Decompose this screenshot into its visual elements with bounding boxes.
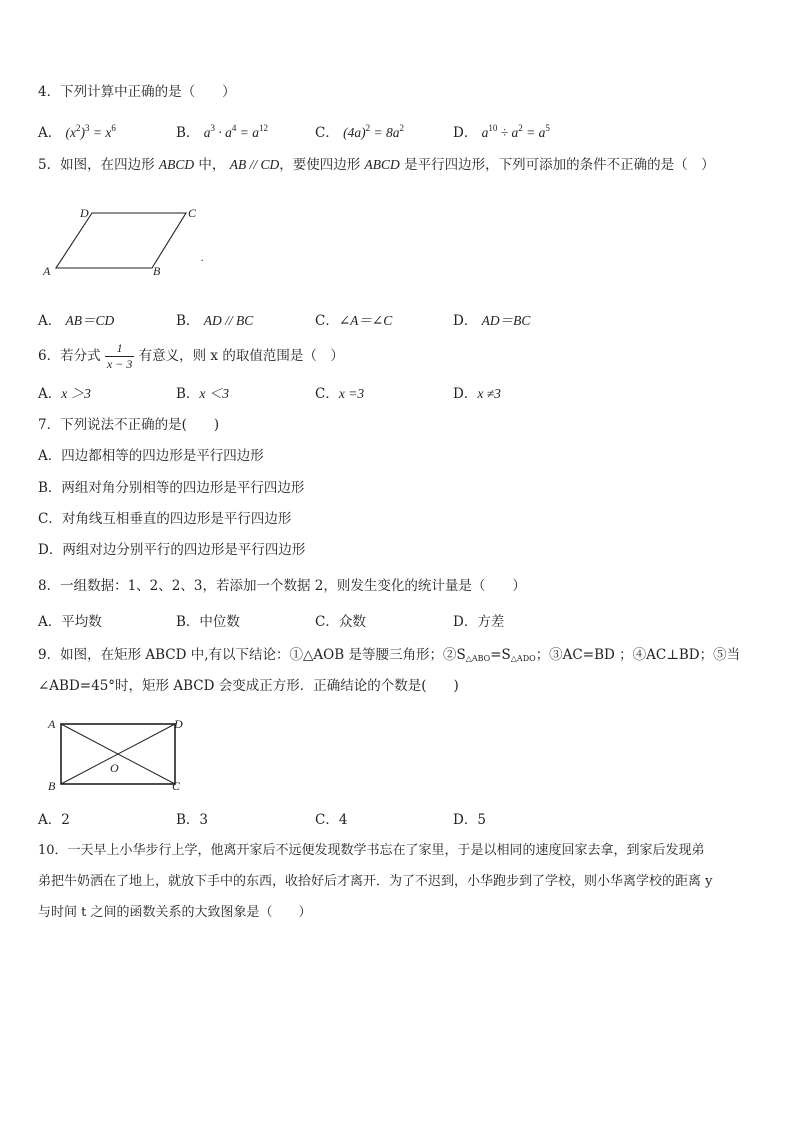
q9-option-d[interactable]: D．5 — [453, 812, 486, 828]
q9-stem-line1: 9．如图，在矩形 ABCD 中,有以下结论：①△AOB 是等腰三角形；$②S_{\triangle ABO}=S_{\triangle ADO}$；③AC=BD ；④AC⊥BD；⑤当 — [38, 647, 741, 663]
q9-option-c[interactable]: C．4 — [315, 812, 348, 828]
q7-stem: 7．下列说法不正确的是( ) — [38, 417, 220, 433]
q5-option-b[interactable]: B． AD // BC — [176, 313, 254, 329]
q6-option-a[interactable]: A．x ＞3 — [38, 386, 91, 402]
vertex-label-d: D — [80, 206, 89, 220]
vertex-label-d: D — [174, 717, 183, 731]
vertex-label-a: A — [43, 264, 51, 278]
q6-stem: 6．若分式 $\frac{1}{x - 3}$ 有意义，则 x 的取值范围是（ ） — [38, 341, 344, 371]
vertex-label-c: C — [172, 779, 181, 793]
q7-option-b[interactable]: B．两组对角分别相等的四边形是平行四边形 — [38, 480, 305, 496]
q4-option-b[interactable]: B． $a^3 \cdot a^4 = a^{12}$ — [176, 123, 268, 141]
q9-option-a[interactable]: A．2 — [38, 812, 70, 828]
q10-stem-line3: 与时间 t 之间的函数关系的大致图象是（ ） — [38, 905, 312, 920]
q5-option-c[interactable]: C．∠A＝∠C — [315, 313, 393, 329]
q7-option-c[interactable]: C．对角线互相垂直的四边形是平行四边形 — [38, 511, 292, 527]
q8-option-d[interactable]: D．方差 — [453, 614, 505, 630]
q4-stem: 4．下列计算中正确的是（ ） — [38, 84, 236, 100]
vertex-label-b: B — [153, 264, 161, 278]
q8-option-a[interactable]: A．平均数 — [38, 614, 102, 630]
q5-option-a[interactable]: A． AB＝CD — [38, 313, 115, 329]
vertex-label-a: A — [48, 717, 56, 731]
q8-option-b[interactable]: B．中位数 — [176, 614, 240, 630]
q7-option-a[interactable]: A．四边都相等的四边形是平行四边形 — [38, 448, 264, 464]
q5-option-d[interactable]: D． AD＝BC — [453, 313, 531, 329]
q9-stem-line2: ∠ABD=45°时，矩形 ABCD 会变成正方形．正确结论的个数是( ) — [38, 678, 459, 694]
center-label-o: O — [110, 761, 119, 775]
q4-option-a[interactable]: A． $(x^2)^3 = x^6$ — [38, 123, 116, 141]
q5-stem: 5．如图，在四边形 ABCD 中， AB // CD，要使四边形 ABCD 是平行四边形，下列可添加的条件不正确的是（ ） — [38, 157, 715, 173]
figure-dot: . — [201, 250, 204, 264]
q4-option-d[interactable]: D． $a^{10} \div a^2 = a^5$ — [453, 123, 550, 141]
q9-rectangle-figure — [44, 714, 194, 796]
q9-option-b[interactable]: B．3 — [176, 812, 209, 828]
q6-option-c[interactable]: C．x =3 — [315, 386, 365, 402]
vertex-label-b: B — [48, 779, 56, 793]
vertex-label-c: C — [188, 206, 197, 220]
q8-stem: 8．一组数据：1、2、2、3，若添加一个数据 2，则发生变化的统计量是（ ） — [38, 578, 526, 594]
q7-option-d[interactable]: D．两组对边分别平行的四边形是平行四边形 — [38, 542, 306, 558]
q6-option-b[interactable]: B．x ＜3 — [176, 386, 230, 402]
q6-option-d[interactable]: D．x ≠3 — [453, 386, 501, 402]
q10-stem-line1: 10．一天早上小华步行上学，他离开家后不远便发现数学书忘在了家里，于是以相同的速度回家去拿，到家后发现弟 — [38, 843, 705, 858]
q6-fraction: $\frac{1}{x - 3}$ — [106, 341, 133, 371]
q10-stem-line2: 弟把牛奶洒在了地上，就放下手中的东西，收拾好后才离开．为了不迟到，小华跑步到了学校，则小华离学校的距离 y — [38, 874, 713, 889]
q5-parallelogram-figure — [40, 205, 210, 280]
q8-option-c[interactable]: C．众数 — [315, 614, 366, 630]
q4-option-c[interactable]: C． $(4a)^2 = 8a^2$ — [315, 123, 405, 141]
parallelogram-shape — [56, 213, 186, 268]
